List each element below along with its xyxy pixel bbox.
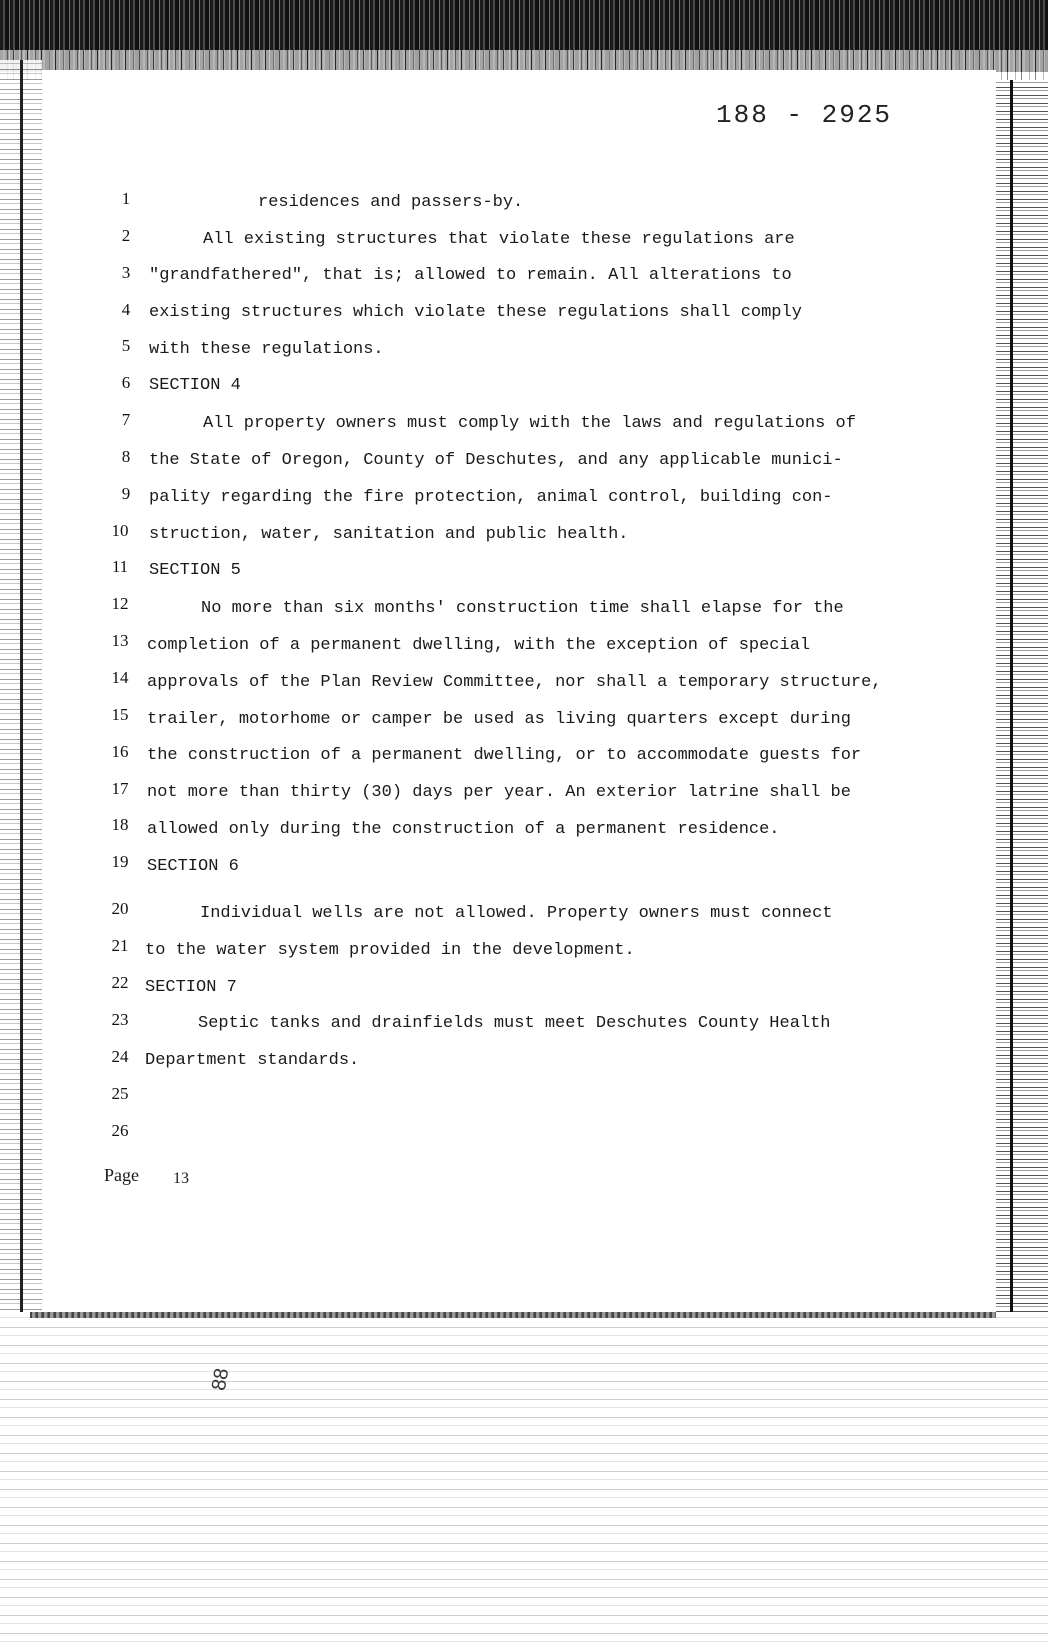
line-text: No more than six months' construction time shall elapse for the <box>201 599 844 618</box>
line-number: 17 <box>111 779 129 798</box>
line-number: 22 <box>111 973 129 992</box>
line-number: 11 <box>111 557 129 576</box>
scan-bottom-area <box>0 1312 1048 1651</box>
line-number: 12 <box>111 594 129 613</box>
line-text: Individual wells are not allowed. Property owners must connect <box>200 904 833 923</box>
section-heading: SECTION 5 <box>149 561 241 580</box>
line-text: All existing structures that violate these regulations are <box>203 230 795 249</box>
line-text: existing structures which violate these regulations shall comply <box>149 303 802 322</box>
page-number: 13 <box>173 1170 189 1187</box>
line-text: "grandfathered", that is; allowed to remain. All alterations to <box>149 266 792 285</box>
line-text: trailer, motorhome or camper be used as living quarters except during <box>147 710 851 729</box>
line-number: 15 <box>111 705 129 724</box>
line-number: 10 <box>111 521 129 540</box>
section-heading: SECTION 7 <box>145 978 237 997</box>
line-number: 26 <box>111 1121 129 1140</box>
line-text: pality regarding the fire protection, animal control, building con- <box>149 488 833 507</box>
line-number: 1 <box>121 189 131 208</box>
line-number: 16 <box>111 742 129 761</box>
line-number: 13 <box>111 631 129 650</box>
line-text: struction, water, sanitation and public health. <box>149 525 629 544</box>
line-text: not more than thirty (30) days per year. An exterior latrine shall be <box>147 783 851 802</box>
line-number: 4 <box>121 300 131 319</box>
line-number: 20 <box>111 899 129 918</box>
line-number: 24 <box>111 1047 129 1066</box>
line-text: approvals of the Plan Review Committee, nor shall a temporary structure, <box>147 673 882 692</box>
line-text: the construction of a permanent dwelling, or to accommodate guests for <box>147 746 862 765</box>
line-number: 21 <box>111 936 129 955</box>
line-text: residences and passers-by. <box>258 193 524 212</box>
line-number: 23 <box>111 1010 129 1029</box>
line-number: 25 <box>111 1084 129 1103</box>
line-number: 5 <box>121 336 131 355</box>
line-number: 7 <box>121 410 131 429</box>
section-heading: SECTION 6 <box>147 857 239 876</box>
line-number: 3 <box>121 263 131 282</box>
margin-mark: 88 <box>207 1366 234 1393</box>
line-text: allowed only during the construction of a permanent residence. <box>147 820 780 839</box>
line-text: All property owners must comply with the laws and regulations of <box>203 414 856 433</box>
page-label: Page <box>104 1165 139 1185</box>
line-number: 8 <box>121 447 131 466</box>
line-number: 19 <box>111 852 129 871</box>
line-number: 14 <box>111 668 129 687</box>
section-heading: SECTION 4 <box>149 376 241 395</box>
line-number: 6 <box>121 373 131 392</box>
line-text: Septic tanks and drainfields must meet Deschutes County Health <box>198 1014 831 1033</box>
document-number: 188 - 2925 <box>716 100 893 130</box>
line-text: to the water system provided in the development. <box>145 941 635 960</box>
line-number: 18 <box>111 815 129 834</box>
line-number: 9 <box>121 484 131 503</box>
line-number: 2 <box>121 226 131 245</box>
line-text: completion of a permanent dwelling, with the exception of special <box>147 636 811 655</box>
line-text: Department standards. <box>145 1051 360 1070</box>
page-bottom-edge <box>30 1312 996 1318</box>
line-text: with these regulations. <box>149 340 384 359</box>
line-text: the State of Oregon, County of Deschutes, and any applicable munici- <box>149 451 843 470</box>
